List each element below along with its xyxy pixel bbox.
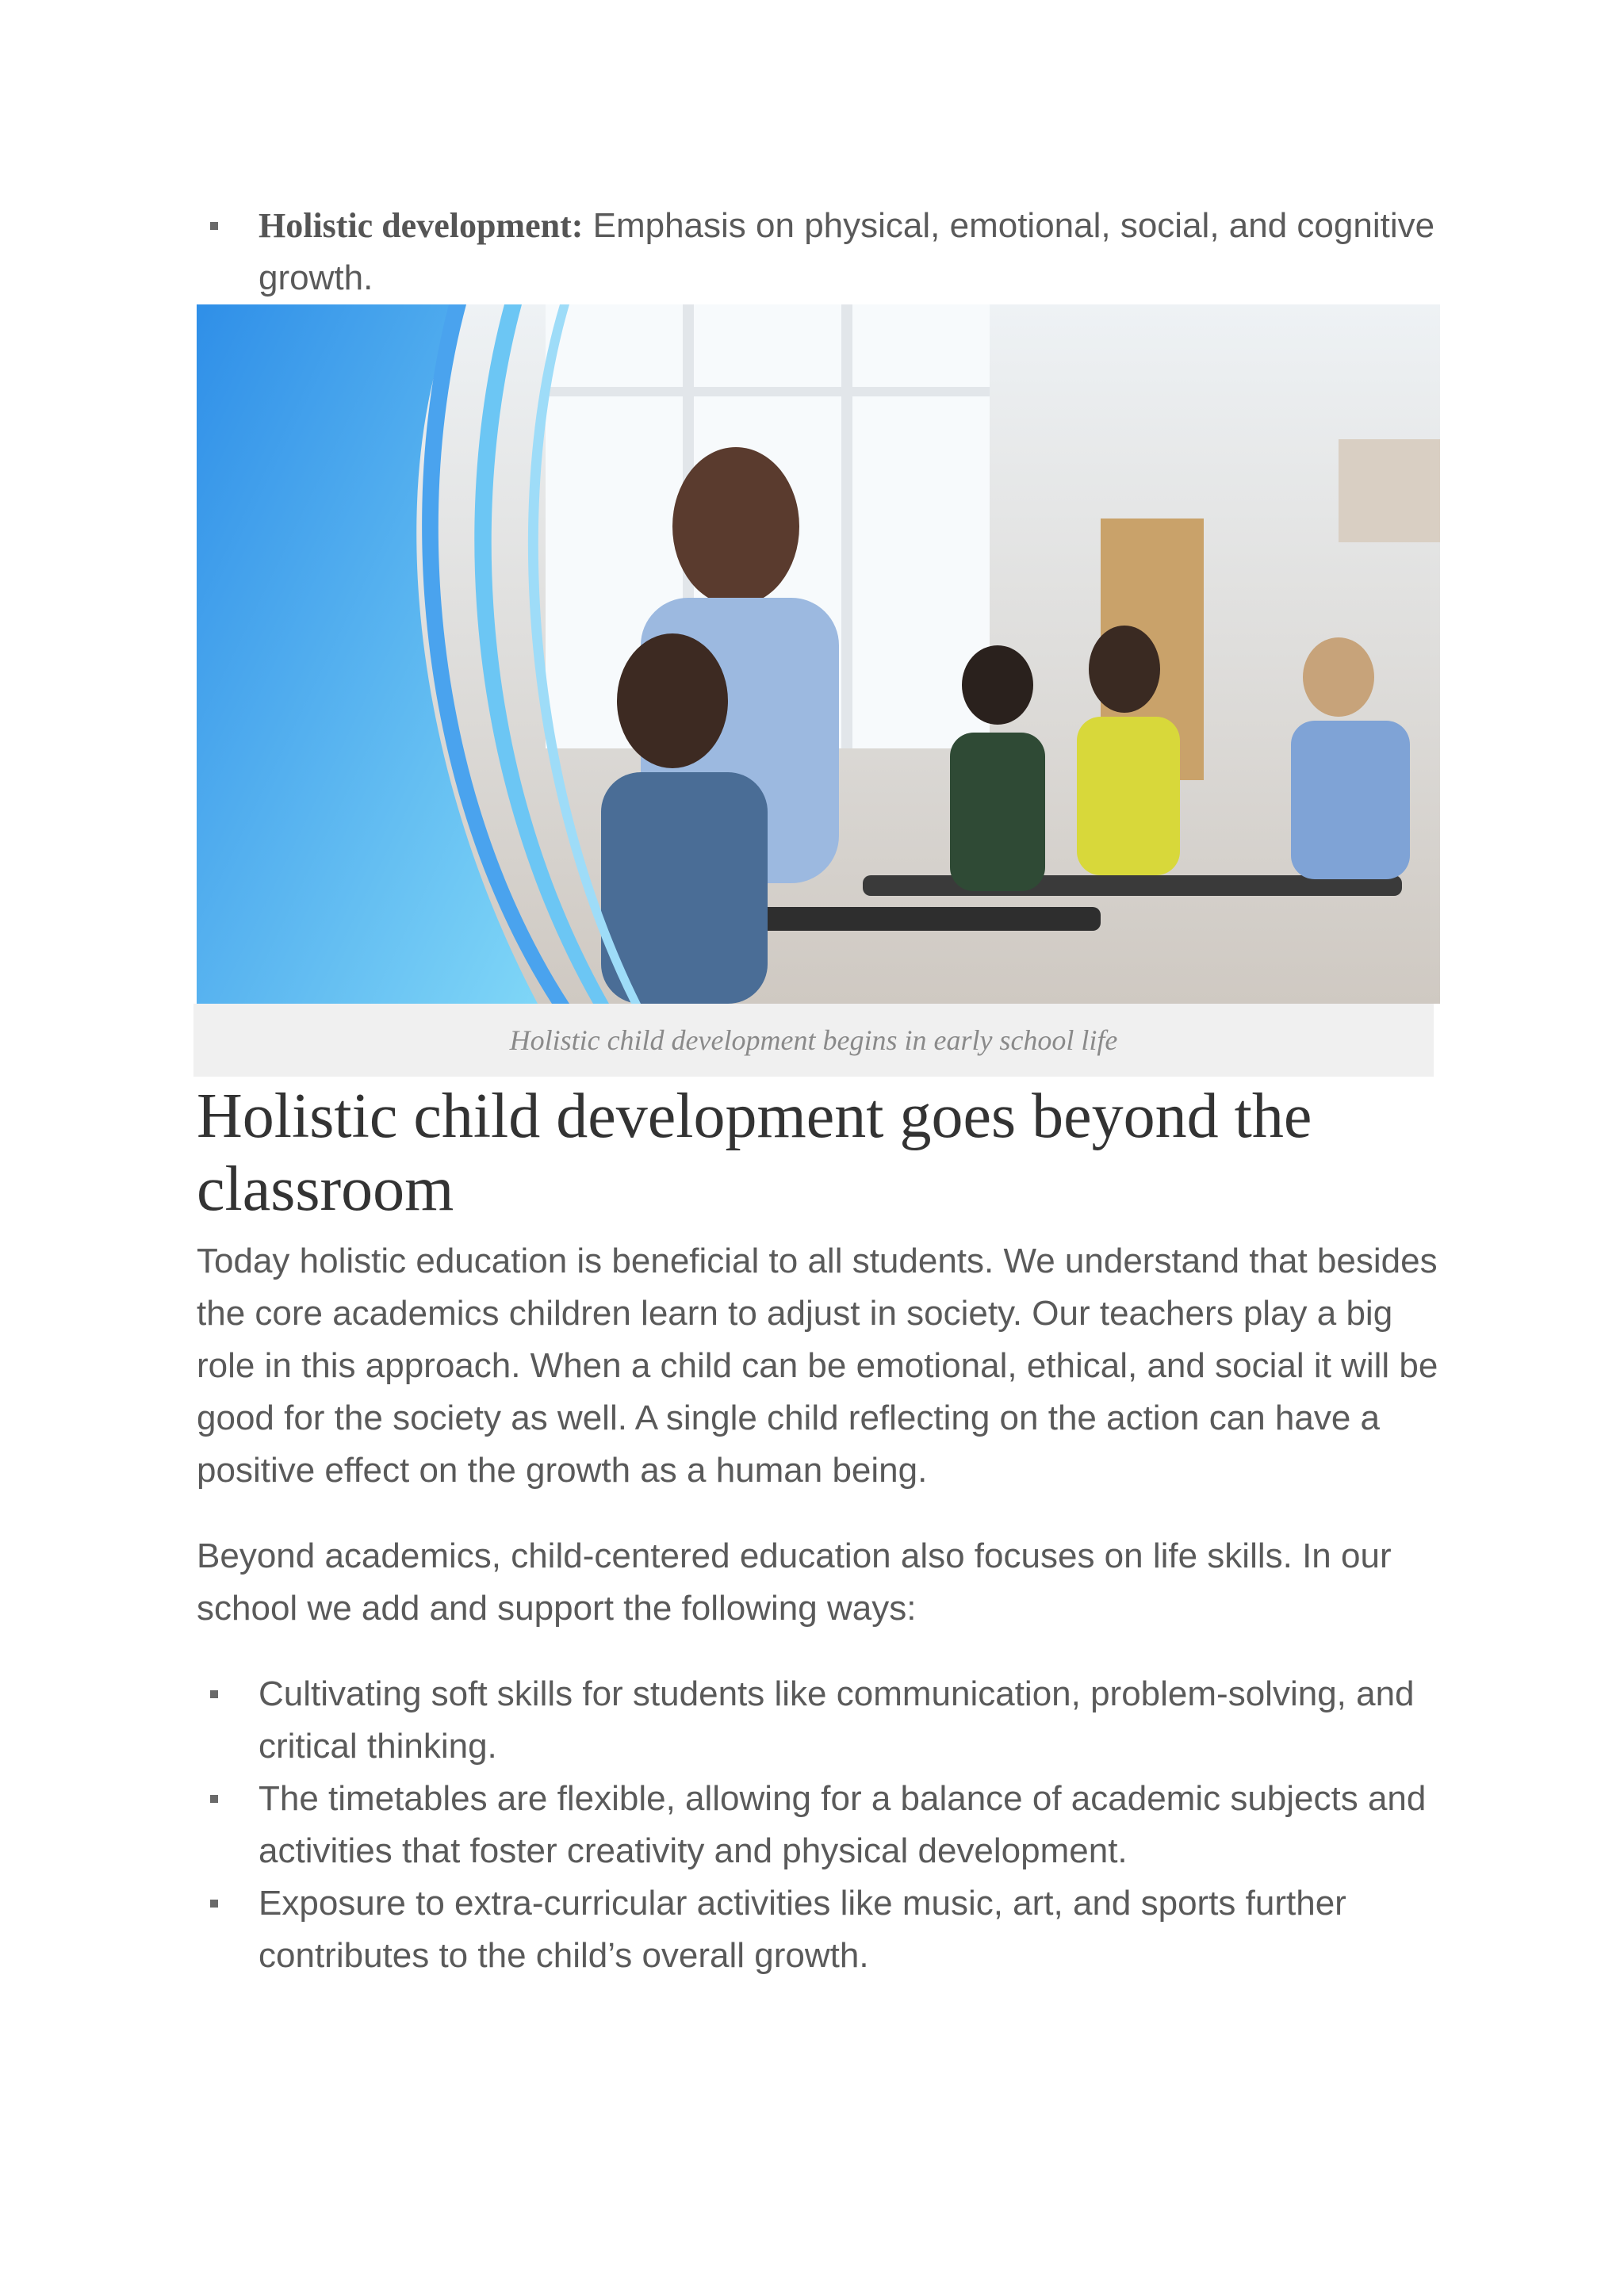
- list-item: [197, 1668, 1440, 1773]
- life-skills-list: [197, 1668, 1440, 1982]
- list-item: [197, 200, 1440, 304]
- classroom-figure: [197, 304, 1440, 1077]
- figure-caption: Holistic child development begins in early school life: [193, 1004, 1434, 1077]
- paragraph: Today holistic education is beneficial to all students. We understand that besides the core academics children learn to adjust in society. Our teachers play a big role in this approach. When a child can be emotional, ethical, and social it will be good for the society as well. A single child reflecting on the action can have a positive effect on the growth as a human being.: [197, 1242, 1438, 1490]
- intro-bullet-list: [197, 200, 1440, 304]
- paragraph: Beyond academics, child-centered education also focuses on life skills. In our school we add and support the following ways:: [197, 1536, 1392, 1628]
- classroom-photo: [197, 304, 1440, 1004]
- square-bullet-icon: [210, 1900, 218, 1908]
- square-bullet-icon: [210, 1690, 218, 1698]
- bullet-text: Cultivating soft skills for students like communication, problem-solving, and critical thinking.: [259, 1674, 1415, 1766]
- list-item: [197, 1773, 1440, 1877]
- bullet-text: The timetables are flexible, allowing for a balance of academic subjects and activities that foster creativity and physical development.: [259, 1779, 1427, 1870]
- bullet-lead: Holistic development:: [259, 206, 584, 245]
- square-bullet-icon: [210, 1795, 218, 1803]
- bullet-text: Emphasis on physical, emotional, social, and cognitive growth.: [259, 206, 1435, 297]
- bullet-text: Exposure to extra-curricular activities like music, art, and sports further contributes to the child’s overall growth.: [259, 1884, 1346, 1975]
- document-page: [197, 200, 1440, 1982]
- section-title: Holistic child development goes beyond the classroom: [197, 1081, 1312, 1224]
- square-bullet-icon: [210, 222, 218, 230]
- list-item: [197, 1877, 1440, 1982]
